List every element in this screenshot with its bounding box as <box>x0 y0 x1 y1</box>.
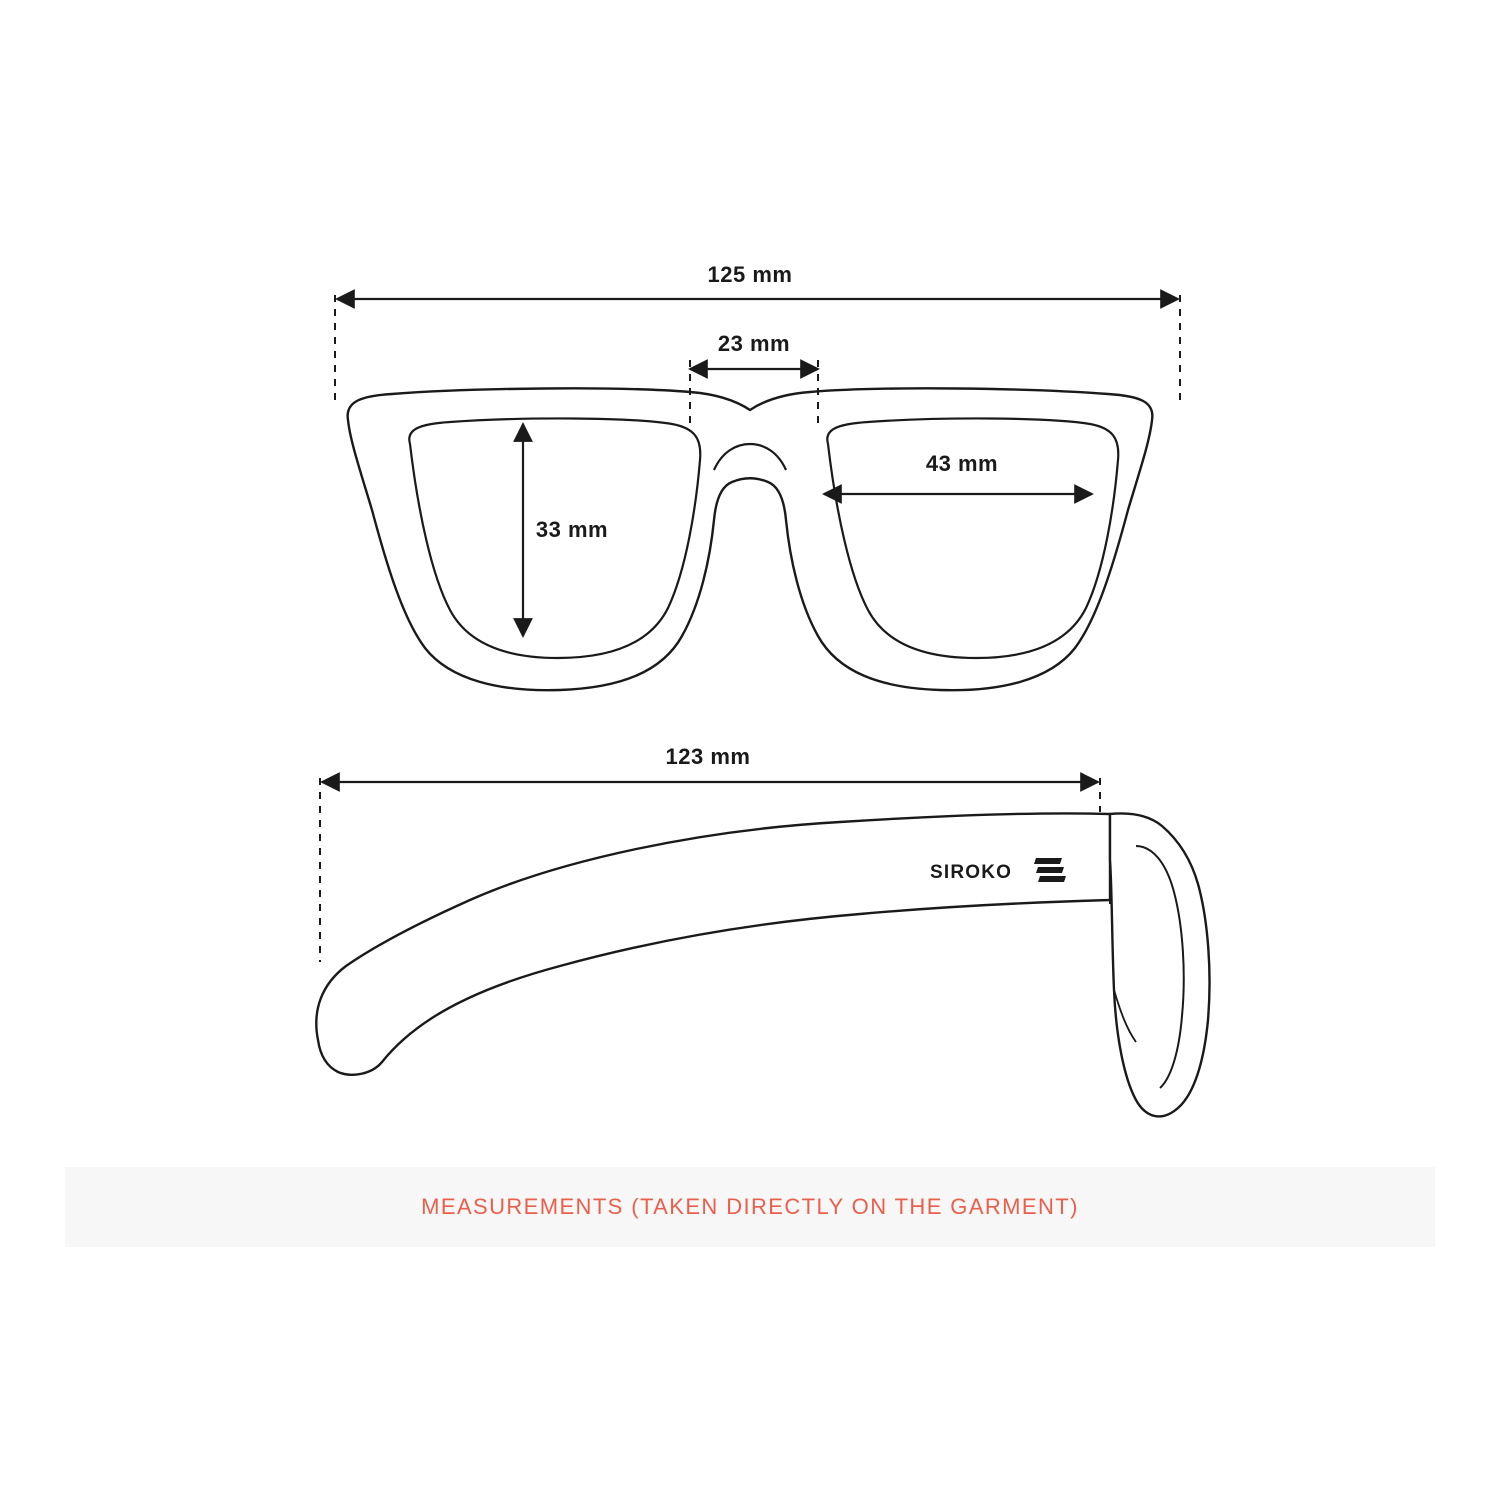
bridge-width-label: 23 mm <box>717 331 791 356</box>
brand-label: SIROKO <box>930 862 1013 883</box>
side-view-group <box>316 744 1209 1116</box>
lens-width-label: 43 mm <box>925 451 999 476</box>
footer-caption: MEASUREMENTS (TAKEN DIRECTLY ON THE GARMENT) <box>421 1194 1079 1219</box>
temple-length-label: 123 mm <box>665 744 751 769</box>
total-width-label: 125 mm <box>707 262 793 287</box>
front-view-group <box>335 262 1180 690</box>
lens-height-label: 33 mm <box>535 517 609 542</box>
temple-arm-outline <box>316 813 1110 1074</box>
